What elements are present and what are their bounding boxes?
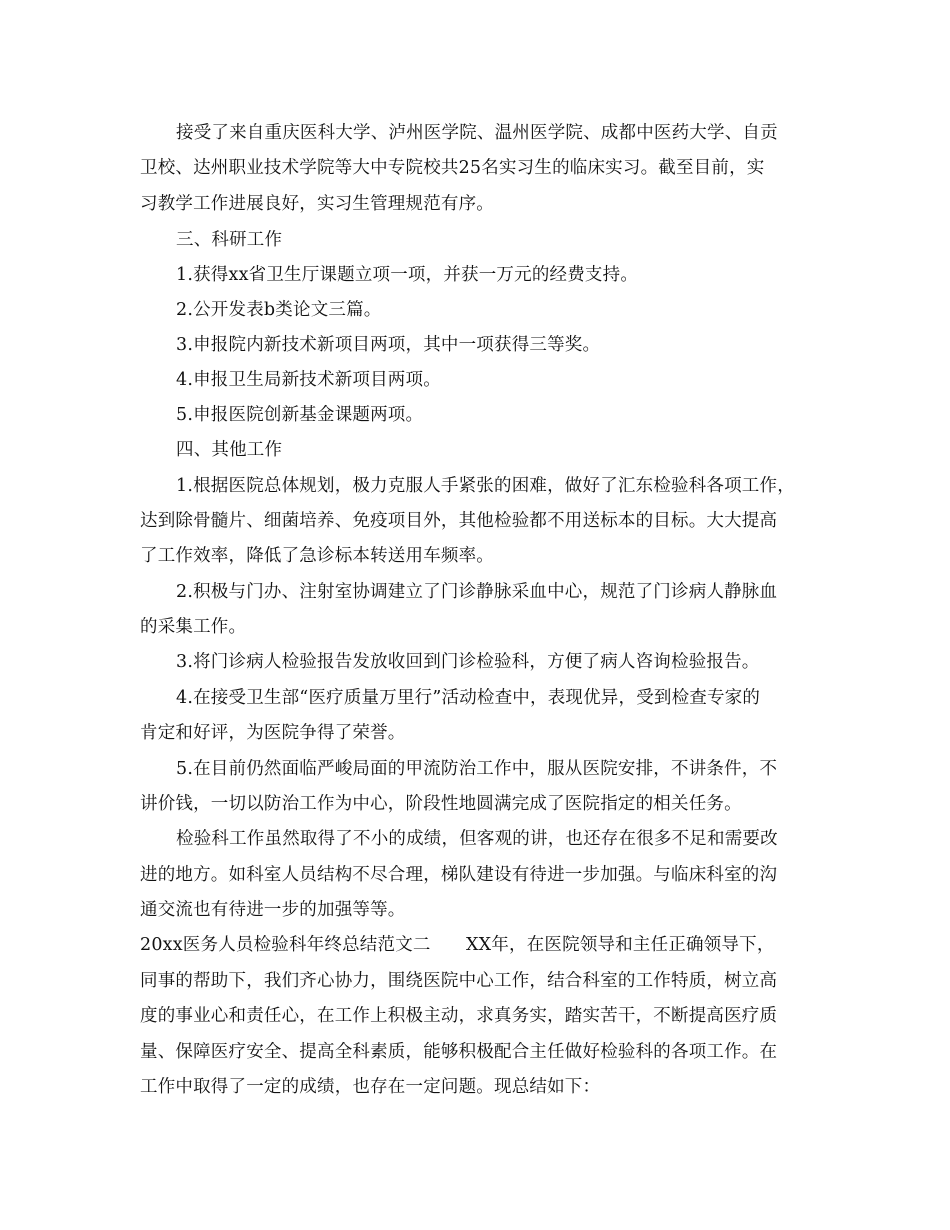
list-item: 4.申报卫生局新技术新项目两项。: [176, 370, 441, 390]
text-line: 检验科工作虽然取得了不小的成绩，但客观的讲，也还存在很多不足和需要改: [176, 829, 778, 849]
list-item: 4.在接受卫生部“医疗质量万里行”活动检查中，表现优异，受到检查专家的: [176, 688, 761, 708]
section-heading: 三、科研工作: [176, 230, 283, 250]
text-line: 量、保障医疗安全、提高全科素质，能够积极配合主任做好检验科的各项工作。在: [140, 1042, 778, 1062]
list-item: 3.申报院内新技术新项目两项，其中一项获得三等奖。: [176, 335, 601, 355]
text-line: 工作中取得了一定的成绩，也存在一定问题。现总结如下：: [140, 1077, 601, 1097]
text-line: 习教学工作进展良好，实习生管理规范有序。: [140, 194, 494, 214]
list-item: 1.根据医院总体规划，极力克服人手紧张的困难，做好了汇东检验科各项工作，: [176, 476, 795, 496]
section-heading: 四、其他工作: [176, 440, 283, 460]
text-line: 卫校、达州职业技术学院等大中专院校共25名实习生的临床实习。截至目前，实: [140, 158, 765, 178]
text-line: 进的地方。如科室人员结构不尽合理，梯队建设有待进一步加强。与临床科室的沟: [140, 865, 778, 885]
section-title-line: 20xx医务人员检验科年终总结范文二 XX年，在医院领导和主任正确领导下，: [140, 935, 775, 955]
list-item: 1.获得xx省卫生厅课题立项一项，并获一万元的经费支持。: [176, 265, 639, 285]
text-line: 讲价钱，一切以防治工作为中心，阶段性地圆满完成了医院指定的相关任务。: [140, 794, 742, 814]
list-item: 5.在目前仍然面临严峻局面的甲流防治工作中，服从医院安排，不讲条件，不: [176, 759, 778, 779]
list-item: 2.积极与门办、注射室协调建立了门诊静脉采血中心，规范了门诊病人静脉血: [176, 582, 778, 602]
text-line: 同事的帮助下，我们齐心协力，围绕医院中心工作，结合科室的工作特质，树立高: [140, 971, 778, 991]
text-line: 接受了来自重庆医科大学、泸州医学院、温州医学院、成都中医药大学、自贡: [176, 123, 778, 143]
list-item: 5.申报医院创新基金课题两项。: [176, 405, 424, 425]
list-item: 3.将门诊病人检验报告发放收回到门诊检验科，方便了病人咨询检验报告。: [176, 652, 760, 672]
list-item: 2.公开发表b类论文三篇。: [176, 300, 382, 320]
text-line: 度的事业心和责任心，在工作上积极主动，求真务实，踏实苦干，不断提高医疗质: [140, 1006, 778, 1026]
text-line: 了工作效率，降低了急诊标本转送用车频率。: [140, 546, 494, 566]
text-line: 通交流也有待进一步的加强等等。: [140, 900, 406, 920]
text-line: 达到除骨髓片、细菌培养、免疫项目外，其他检验都不用送标本的目标。大大提高: [140, 511, 778, 531]
text-line: 肯定和好评，为医院争得了荣誉。: [140, 723, 406, 743]
text-line: 的采集工作。: [140, 617, 247, 637]
